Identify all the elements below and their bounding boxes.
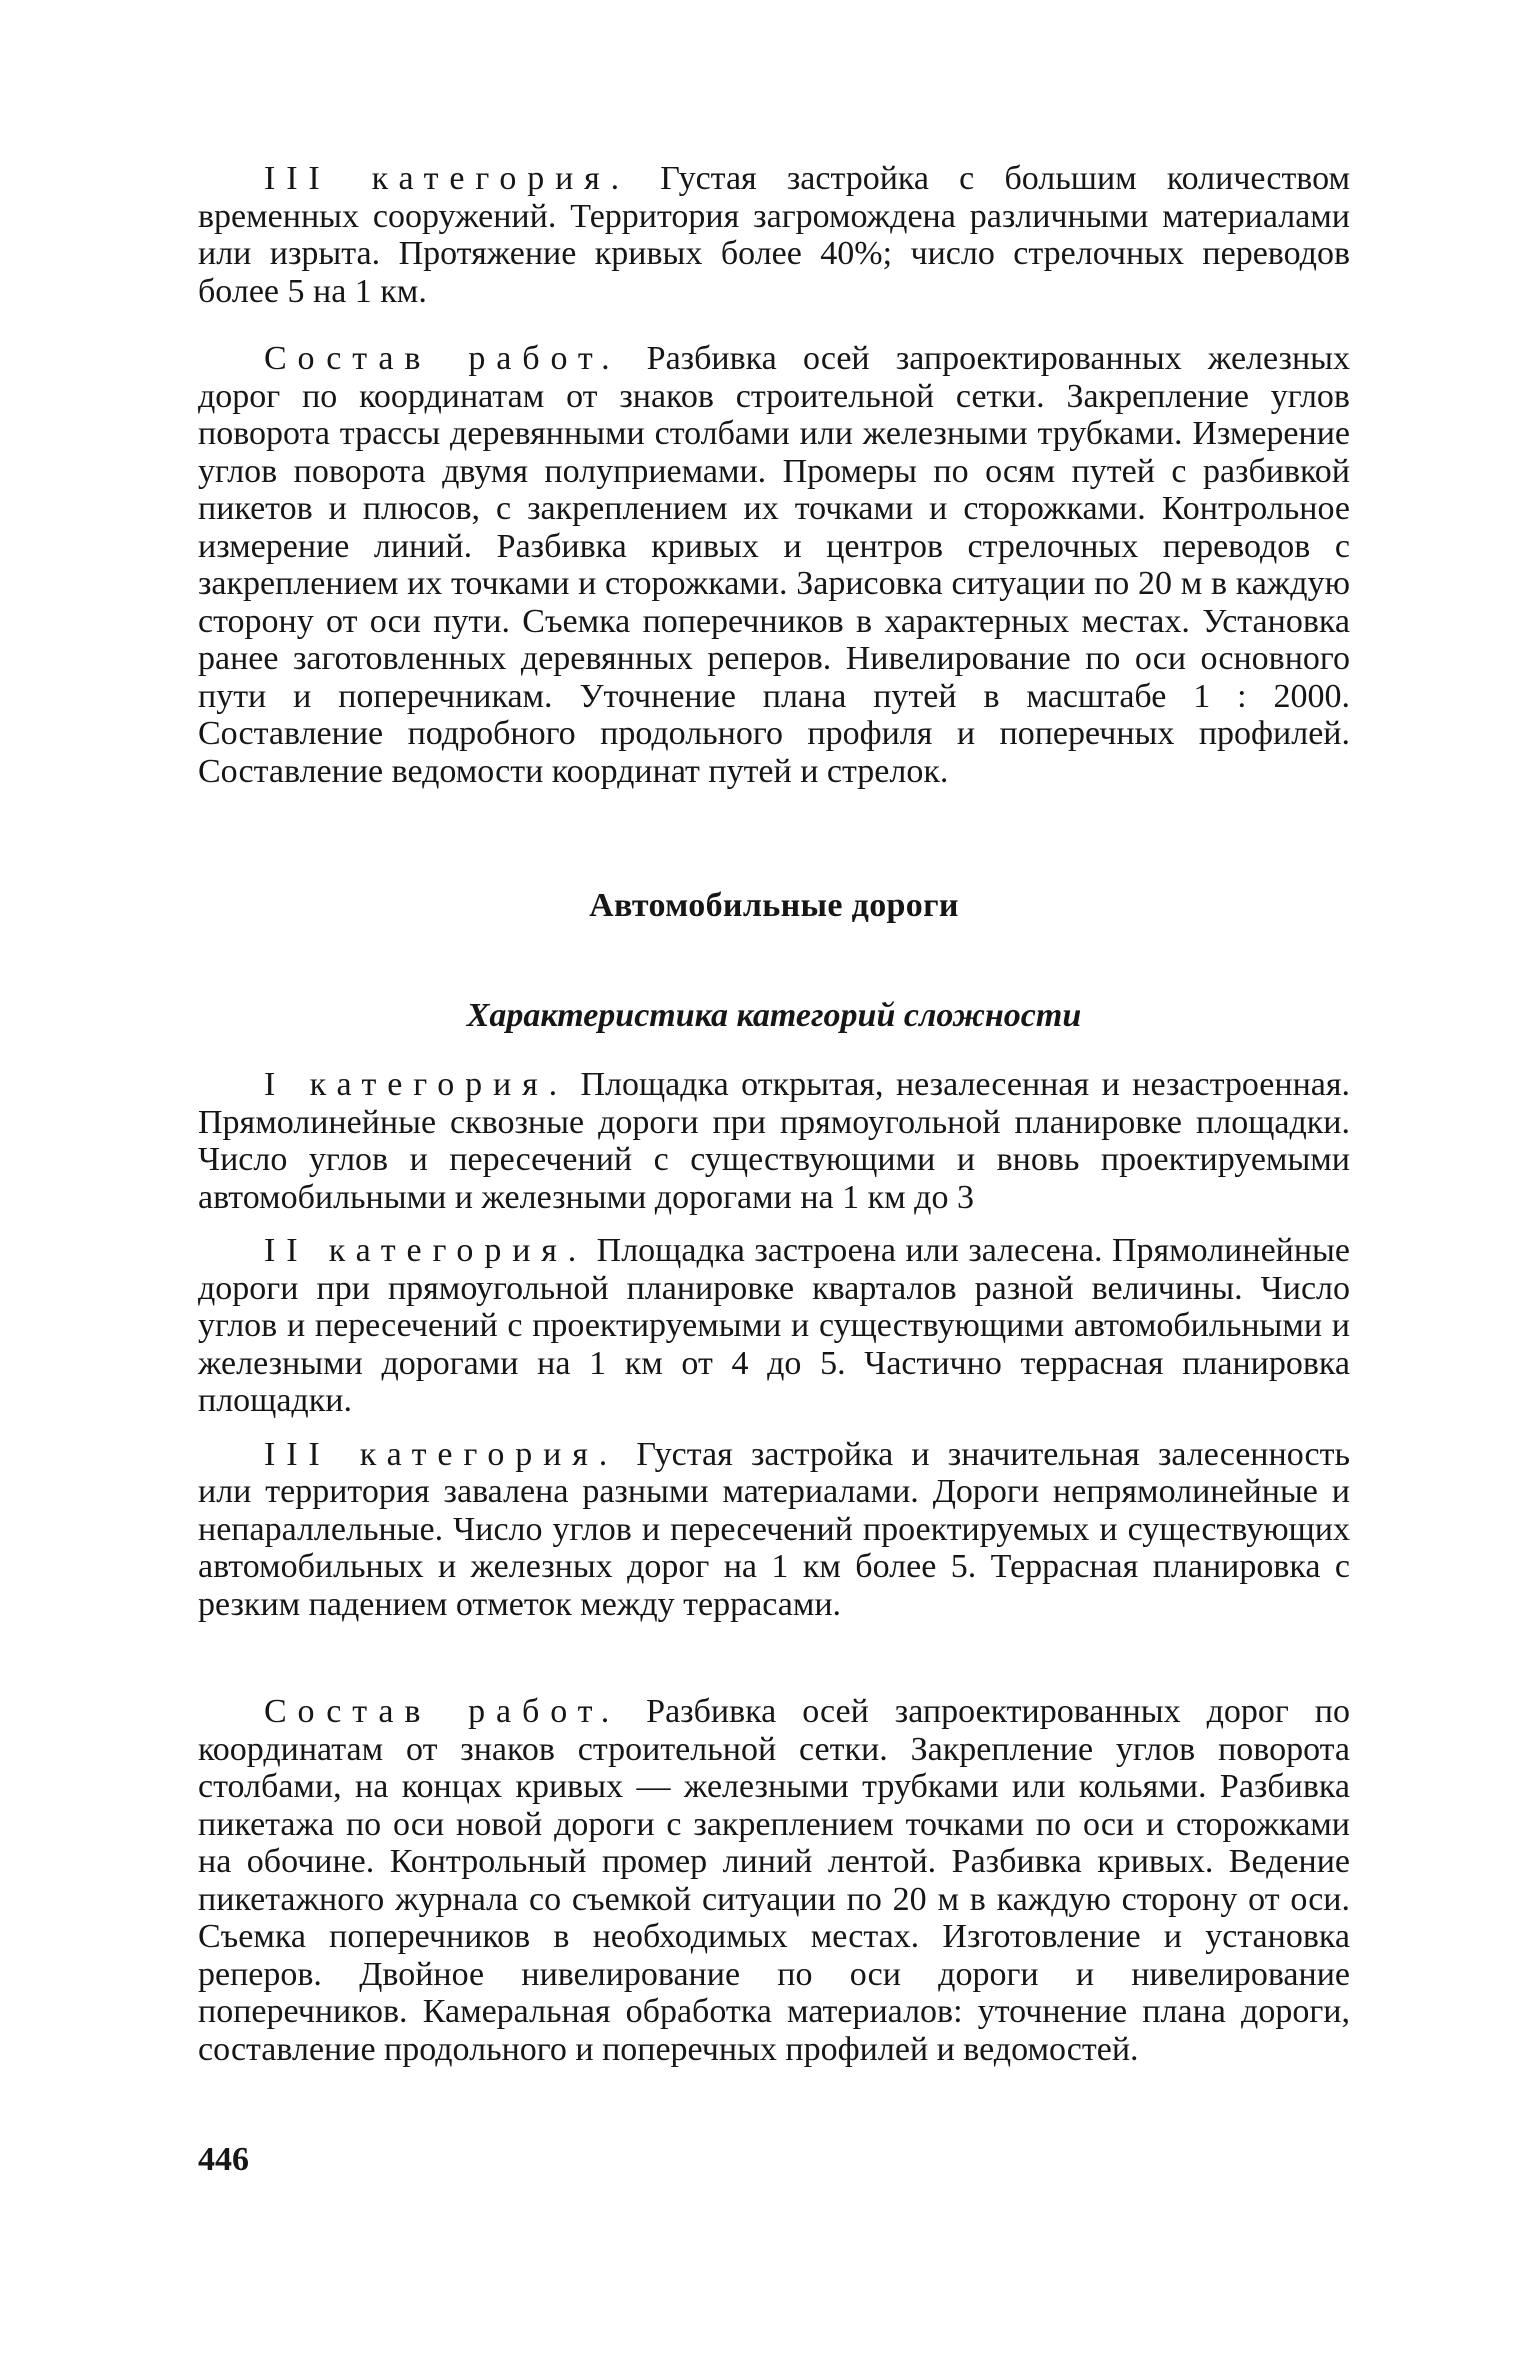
paragraph-text: Густая застройка и значительная залесенность или территория завалена разными материалами. Дороги непрямолинейные и непараллельные. Число углов и пересечений проектируемых и существующих автомобильных и железных дорог на 1 км более 5. Террасная планировка с резким падением отметок между террасами. — [198, 1435, 1351, 1623]
section-heading: Автомобильные дороги — [589, 887, 959, 924]
paragraph-work-composition-railway — [198, 340, 1350, 790]
paragraph-category-1-road — [198, 1066, 1350, 1216]
paragraph-text: Площадка застроена или залесена. Прямолинейные дороги при прямоугольной планировке кварталов разной величины. Число углов и пересечений с проектируемыми и существующими автомобильными и железными дорогами на 1 км от 4 до 5. Частично террасная планировка площадки. — [198, 1232, 1350, 1419]
spaced-label: III категория. — [264, 1435, 619, 1473]
paragraph-category-3-road — [198, 1436, 1350, 1624]
spaced-label: III категория. — [264, 160, 631, 197]
page-number: 446 — [198, 2141, 249, 2178]
section-subheading: Характеристика категорий сложности — [466, 997, 1082, 1034]
paragraph-text: Площадка открытая, незалесенная и незастроенная. Прямолинейные сквозные дороги при прямоугольной планировке площадки. Число углов и пересечений с существующими и вновь проектируемыми автомобильными и железными дорогами на 1 км до 3 — [198, 1066, 1350, 1216]
paragraph-category-3-railway — [198, 160, 1350, 310]
paragraph-work-composition-road — [198, 1693, 1350, 2068]
paragraph-category-2-road — [198, 1232, 1350, 1420]
spaced-label: II категория. — [264, 1232, 588, 1269]
spaced-label: Состав работ. — [264, 1693, 621, 1730]
paragraph-text: Разбивка осей запроектированных железных дорог по координатам от знаков строительной сетки. Закрепление углов поворота трассы деревянными столбами или железными трубками. Измерение углов поворота двумя полуприемами. Промеры по осям путей с разбивкой пикетов и плюсов, с закреплением их точками и сторожками. Контрольное измерение линий. Разбивка кривых и центров стрелочных переводов с закреплением их точками и сторожками. Зарисовка ситуации по 20 м в каждую сторону от оси пути. Съемка поперечников в характерных местах. Установка ранее заготовленных деревянных реперов. Нивелирование по оси основного пути и поперечникам. Уточнение плана путей в масштабе 1 : 2000. Составление подробного продольного профиля и поперечных профилей. Составление ведомости координат путей и стрелок. — [198, 340, 1350, 790]
spaced-label: Состав работ. — [264, 340, 621, 377]
paragraph-text: Густая застройка с большим количеством временных сооружений. Территория загромождена различными материалами или изрыта. Протяжение кривых более 40%; число стрелочных переводов более 5 на 1 км. — [198, 160, 1351, 310]
spaced-label: I категория. — [264, 1066, 568, 1103]
document-page — [198, 160, 1350, 2220]
paragraph-text: Разбивка осей запроектированных дорог по координатам от знаков строительной сетки. Закрепление углов поворота столбами, на концах кривых — железными трубками или кольями. Разбивка пикетажа по оси новой дороги с закреплением точками по оси и сторожками на обочине. Контрольный промер линий лентой. Разбивка кривых. Ведение пикетажного журнала со съемкой ситуации по 20 м в каждую сторону от оси. Съемка поперечников в необходимых местах. Изготовление и установка реперов. Двойное нивелирование по оси дороги и нивелирование поперечников. Камеральная обработка материалов: уточнение плана дороги, составление продольного и поперечных профилей и ведомостей. — [198, 1693, 1350, 2068]
